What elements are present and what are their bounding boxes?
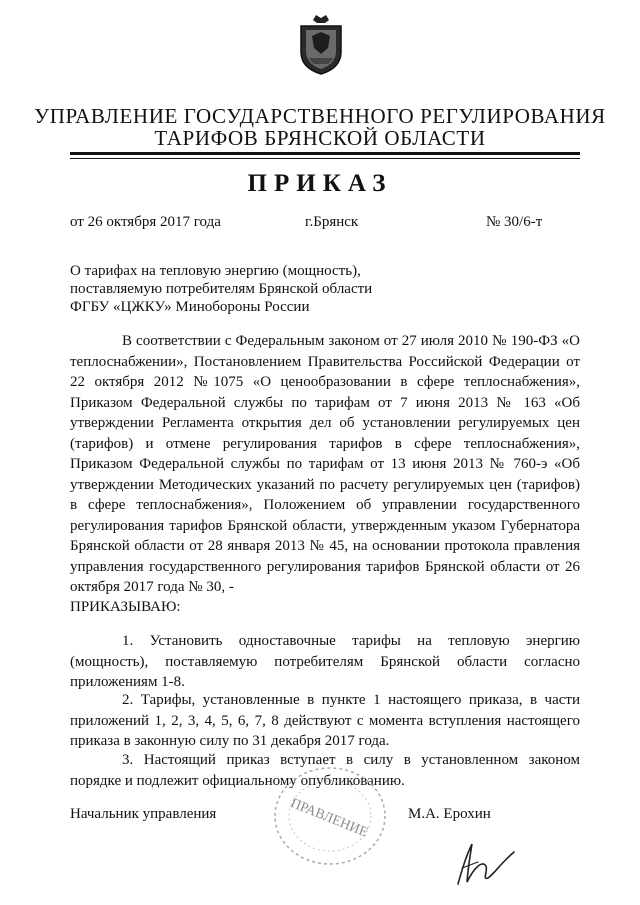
header-rule-thin (70, 158, 580, 159)
header-rule-thick (70, 152, 580, 155)
order-item-1: 1. Установить одноставочные тарифы на тепловую энергию (мощность), поставляемую потребителям Брянской области согласно приложениям 1-8. (70, 633, 580, 690)
official-stamp (270, 762, 390, 870)
signer-position: Начальник управления (70, 806, 217, 822)
order-item-2: 2. Тарифы, установленные в пункте 1 настоящего приказа, в части приложений 1, 2, 3, 4, 5, 6, 7, 8 действуют с момента вступления настоящего приказа в законную силу по 31 декабря 2017 года. (70, 692, 580, 749)
order-subject: О тарифах на тепловую энергию (мощность), поставляемую потребителям Брянской области ФГБУ «ЦЖКУ» Минобороны России (70, 263, 373, 315)
org-name-line1: УПРАВЛЕНИЕ ГОСУДАРСТВЕННОГО РЕГУЛИРОВАНИЯ (34, 104, 606, 128)
org-name-line2: ТАРИФОВ БРЯНСКОЙ ОБЛАСТИ (154, 126, 486, 150)
order-date: от 26 октября 2017 года (70, 214, 221, 230)
order-item-3: 3. Настоящий приказ вступает в силу в установленном законом порядке и подлежит официальному опубликованию. (70, 752, 580, 789)
preamble-paragraph: В соответствии с Федеральным законом от 27 июля 2010 № 190-ФЗ «О теплоснабжении», Постановлением Правительства Российской Федерации от 22 октября 2012 №1075 «О ценообразовании в сфере теплоснабжения», Приказом Федеральной службы по тарифам от 7 июня 2013 № 163 «Об утверждении Регламента открытия дел об установлении регулируемых цен (тарифов) и отмене регулирования тарифов в сфере теплоснабжения», Приказом Федеральной службы по тарифам от 13 июня 2013 № 760-э «Об утверждении Методических указаний по расчету регулируемых цен (тарифов) в сфере теплоснабжения», Положением об управлении государственного регулирования тарифов Брянской области, утвержденным указом Губернатора Брянской области от 28 января 2013 № 45, на основании протокола правления управления государственного регулирования тарифов Брянской области от 26 октября 2017 года № 30, - (70, 333, 580, 595)
order-word: ПРИКАЗЫВАЮ: (70, 599, 181, 615)
document-title: ПРИКАЗ (247, 170, 393, 197)
coat-of-arms-icon (298, 14, 344, 76)
stamp-text: ПРАВЛЕНИЕ (288, 796, 370, 841)
order-city: г.Брянск (305, 214, 359, 230)
order-number: № 30/6-т (486, 214, 543, 230)
signer-name: М.А. Ерохин (408, 806, 491, 822)
handwritten-signature (452, 838, 518, 890)
